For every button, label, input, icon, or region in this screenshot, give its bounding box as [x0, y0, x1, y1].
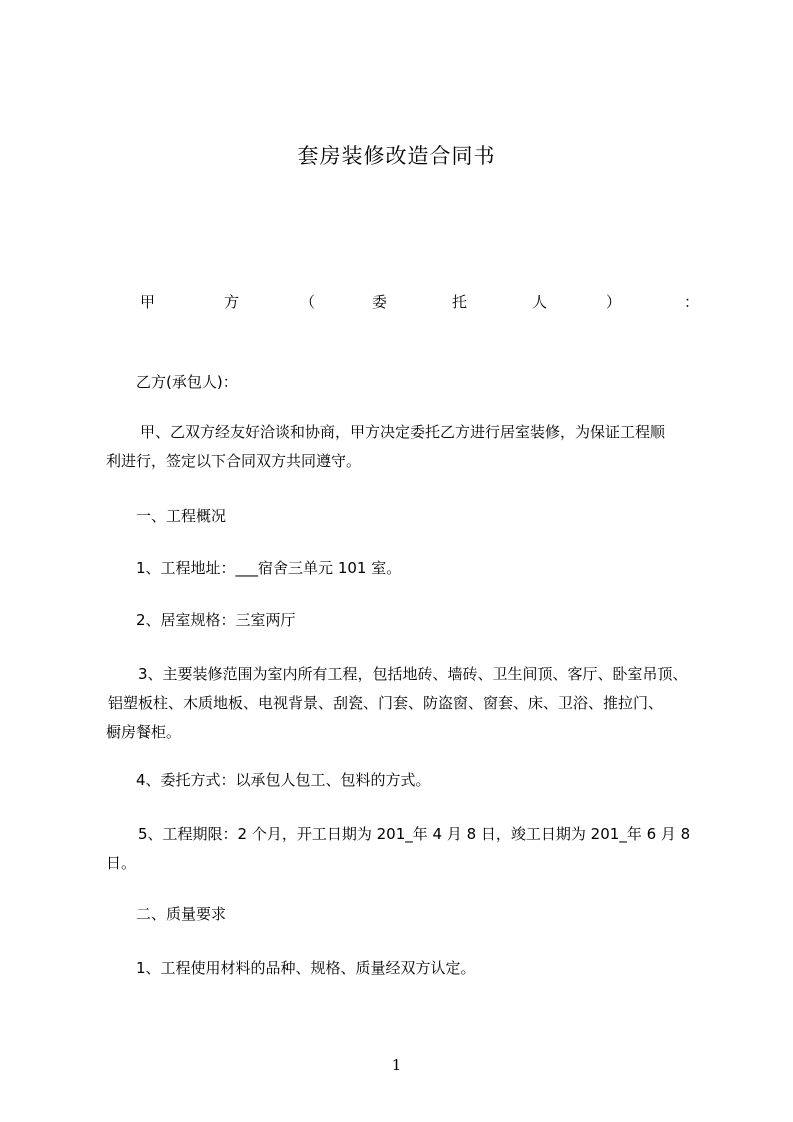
section-2-heading: 二、质量要求	[136, 905, 227, 923]
party-a-char: 方	[224, 293, 240, 311]
item-1-5-line-1: 5、工程期限：2 个月，开工日期为 201_年 4 月 8 日，竣工日期为 201_年 6 月 8	[138, 825, 691, 843]
party-a-line	[140, 288, 700, 316]
item-1-3-line-2: 铝塑板柱、木质地板、电视背景、刮瓷、门套、防盗窗、窗套、床、卫浴、推拉门、	[108, 694, 664, 712]
intro-line-2: 利进行，签定以下合同双方共同遵守。	[106, 452, 362, 470]
party-a-char: 委	[372, 293, 388, 311]
item-2-1: 1、工程使用材料的品种、规格、质量经双方认定。	[136, 959, 476, 977]
party-a-char: ：	[684, 293, 700, 311]
item-1-5	[106, 820, 696, 878]
party-b-line: 乙方(承包人)：	[136, 373, 238, 391]
party-a-char: （	[300, 293, 316, 311]
intro-line-1: 甲、乙双方经友好洽谈和协商，甲方决定委托乙方进行居室装修，为保证工程顺	[140, 423, 666, 441]
item-1-1: 1、工程地址：___宿舍三单元 101 室。	[136, 559, 402, 577]
item-1-4: 4、委托方式：以承包人包工、包料的方式。	[136, 771, 431, 789]
item-1-3-line-1: 3、主要装修范围为室内所有工程，包括地砖、墙砖、卫生间顶、客厅、卧室吊顶、	[138, 665, 688, 683]
page-number: 1	[391, 1056, 402, 1074]
item-1-2: 2、居室规格：三室两厅	[136, 611, 296, 629]
party-a-char: 托	[452, 293, 468, 311]
item-1-3	[106, 660, 696, 747]
document-title: 套房装修改造合同书	[297, 144, 496, 168]
party-a-char: 甲	[140, 293, 156, 311]
item-1-3-line-3: 橱房餐柜。	[106, 723, 182, 741]
section-1-heading: 一、工程概况	[136, 507, 227, 525]
party-a-char: ）	[606, 293, 622, 311]
intro-paragraph	[106, 418, 696, 476]
party-a-char: 人	[532, 293, 548, 311]
item-1-5-line-2: 日。	[106, 854, 137, 872]
